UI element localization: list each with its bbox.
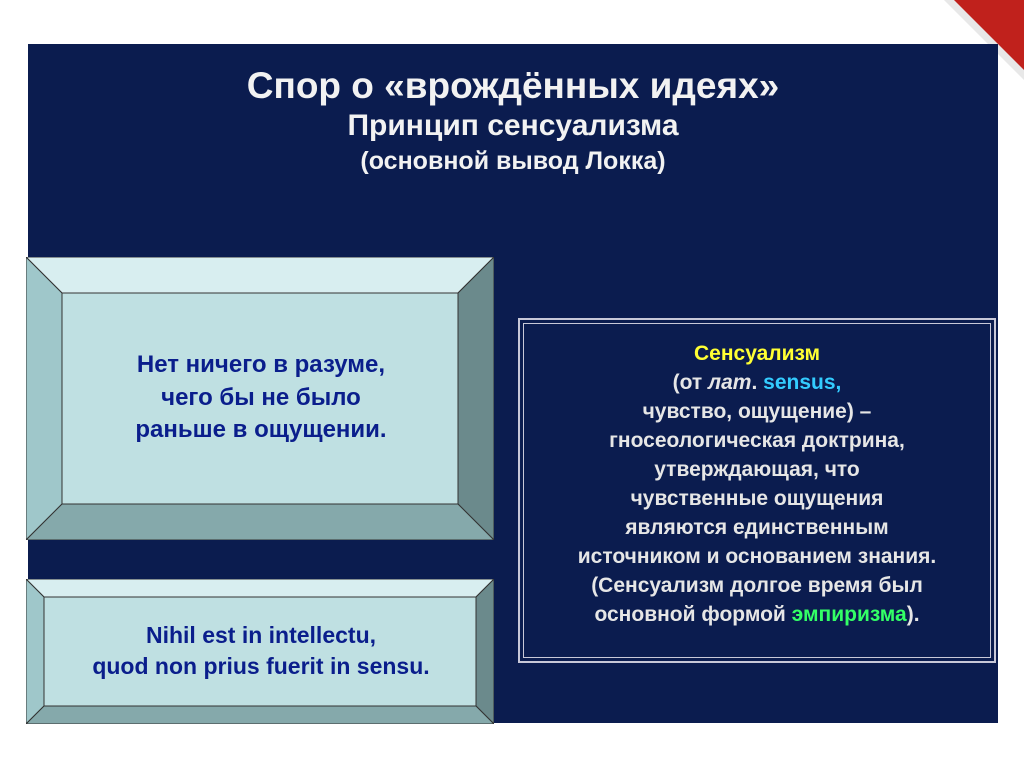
russian-principle-text <box>66 293 456 503</box>
russian-line-2: чего бы не было <box>161 383 361 411</box>
definition-box <box>518 318 996 663</box>
definition-text <box>520 340 994 630</box>
def-l2-word: sensus, <box>763 370 842 394</box>
definition-line-3: чувство, ощущение) – <box>642 399 872 423</box>
latin-principle-text <box>48 597 474 705</box>
russian-line-3: раньше в ощущении. <box>135 416 387 444</box>
subtitle: Принцип сенсуализма <box>347 109 679 143</box>
def-l2-dot: . <box>751 370 764 394</box>
latin-line-1: Nihil est in intellectu, <box>145 621 377 648</box>
def-l2-pre: (от <box>672 370 709 394</box>
definition-line-10 <box>520 601 994 630</box>
main-title: Спор о «врождённых идеях» <box>246 65 780 106</box>
bevel-box-latin <box>26 579 494 724</box>
definition-line-4: гносеологическая доктрина, <box>609 428 905 452</box>
definition-line-9: (Сенсуализм долгое время был <box>591 573 923 597</box>
russian-line-1: Нет ничего в разуме, <box>136 351 386 379</box>
definition-line-5: утверждающая, что <box>654 457 860 481</box>
latin-line-2: quod non prius fuerit in sensu. <box>92 653 430 679</box>
def-l10-em: эмпиризма <box>791 602 907 626</box>
def-l10-pre: основной формой <box>594 602 792 626</box>
subtitle-note: (основной вывод Локка) <box>360 147 666 176</box>
definition-line-8: источником и основанием знания. <box>577 544 937 568</box>
definition-term: Сенсуализм <box>694 342 820 365</box>
definition-line-2 <box>520 369 994 398</box>
definition-line-7: являются единственным <box>625 515 889 539</box>
def-l2-lat: лат <box>708 370 752 394</box>
title-block <box>28 64 998 176</box>
bevel-box-russian <box>26 257 494 540</box>
def-l10-post: ). <box>906 602 920 626</box>
definition-line-6: чувственные ощущения <box>630 486 884 510</box>
